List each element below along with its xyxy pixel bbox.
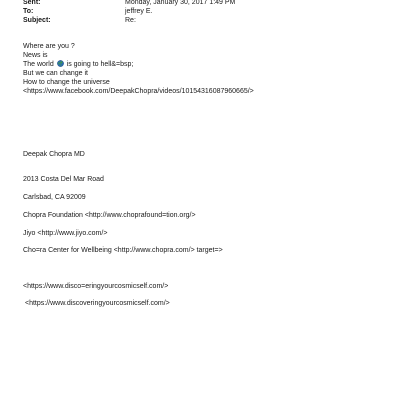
chopra-foundation-link[interactable]: Chopra Foundation <http://www.choprafound=tion.org/> — [23, 212, 196, 219]
body-line-3-end: is going to hell&=bsp; — [66, 61, 134, 68]
body-line-1: Where are you ? — [23, 43, 75, 50]
cosmic-self-link-1[interactable]: <https://www.disco=eringyourcosmicself.com/> — [23, 283, 169, 290]
chopra-center-link[interactable]: Cho=ra Center for Wellbeing <http://www.chopra.com/> target=> — [23, 247, 223, 254]
subject-value: Re: — [125, 17, 136, 24]
facebook-video-link[interactable]: <https://www.facebook.com/DeepakChopra/videos/10154316087960665/> — [23, 88, 254, 95]
globe-icon — [57, 60, 64, 67]
body-line-3 — [23, 60, 133, 69]
sent-value: Monday, January 30, 2017 1:49 PM — [125, 0, 236, 6]
to-value: jeffrey E. — [125, 8, 153, 15]
to-label: To: — [23, 8, 34, 15]
body-line-4: But we can change it — [23, 70, 88, 77]
body-line-3-start: The world — [23, 61, 54, 68]
signature-name: Deepak Chopra MD — [23, 151, 85, 158]
signature-street: 2013 Costa Del Mar Road — [23, 176, 104, 183]
subject-label: Subject: — [23, 17, 51, 24]
body-line-2: News is — [23, 52, 48, 59]
jiyo-link[interactable]: Jiyo <http://www.jiyo.com/> — [23, 230, 108, 237]
signature-city: Carlsbad, CA 92009 — [23, 194, 86, 201]
body-line-5: How to change the universe — [23, 79, 110, 86]
sent-label: Sent: — [23, 0, 41, 6]
cosmic-self-link-2[interactable]: <https://www.discoveringyourcosmicself.com/> — [25, 300, 170, 307]
